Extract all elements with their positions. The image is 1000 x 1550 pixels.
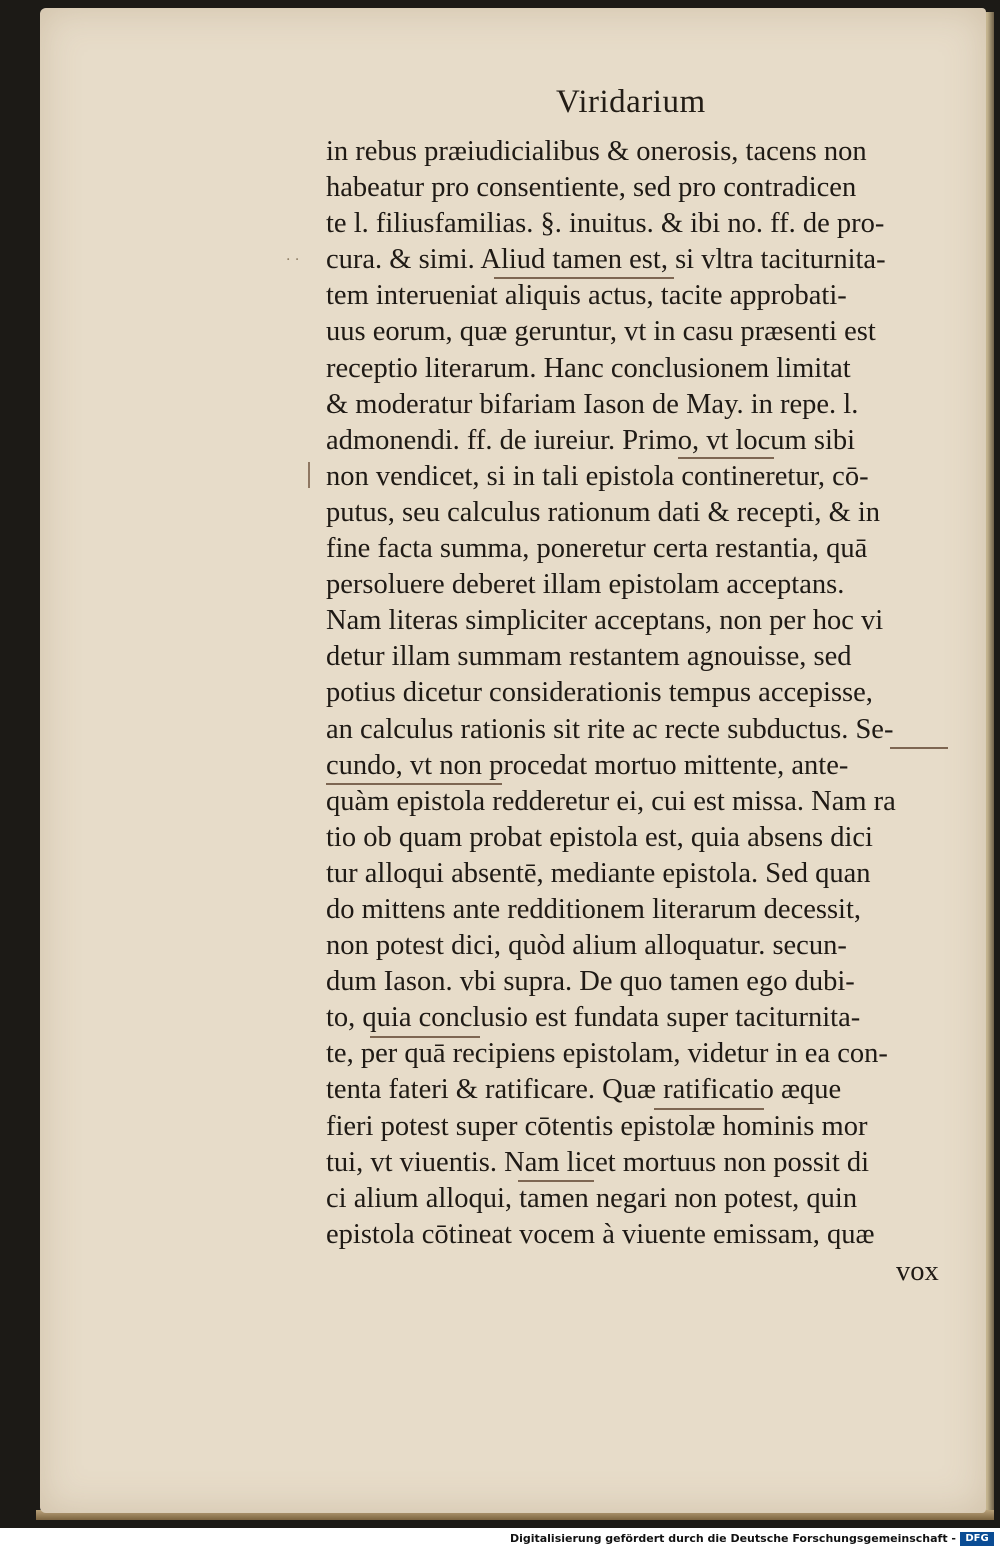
text-line: in rebus præiudicialibus & onerosis, tacens non bbox=[326, 136, 867, 167]
ink-underline bbox=[326, 783, 502, 785]
text-line: detur illam summam restantem agnouisse, sed bbox=[326, 641, 852, 673]
running-head: Viridarium bbox=[556, 84, 706, 120]
text-line: cura. & simi. Aliud tamen est, si vltra taciturnita- bbox=[326, 244, 886, 276]
ink-underline bbox=[678, 457, 774, 459]
funding-credit: Digitalisierung gefördert durch die Deutsche Forschungsgemeinschaft - bbox=[509, 1532, 956, 1545]
ink-underline bbox=[518, 1180, 594, 1182]
text-line: fieri potest super cōtentis epistolæ hominis mor bbox=[326, 1110, 868, 1142]
text-line: Nam literas simpliciter acceptans, non per hoc vi bbox=[326, 605, 884, 637]
text-line: an calculus rationis sit rite ac recte subductus. Se- bbox=[326, 713, 894, 745]
text-line: fine facta summa, poneretur certa restantia, quā bbox=[326, 533, 868, 565]
dfg-logo: DFG bbox=[960, 1532, 994, 1546]
ink-underline bbox=[890, 747, 948, 749]
text-line: tio ob quam probat epistola est, quia absens dici bbox=[326, 821, 873, 853]
text-line: potius dicetur considerationis tempus accepisse, bbox=[326, 677, 873, 709]
text-line: tenta fateri & ratificare. Quæ ratificatio æque bbox=[326, 1074, 842, 1106]
text-line: ci alium alloqui, tamen negari non potest, quin bbox=[326, 1182, 858, 1214]
text-line: non potest dici, quòd alium alloquatur. secun- bbox=[326, 930, 847, 962]
ink-underline bbox=[370, 1036, 480, 1038]
text-line: non vendicet, si in tali epistola contineretur, cō- bbox=[326, 460, 869, 492]
margin-dots: · · bbox=[286, 252, 300, 268]
text-line: te l. filiusfamilias. §. inuitus. & ibi no. ff. de pro- bbox=[326, 208, 885, 240]
text-line: admonendi. ff. de iureiur. Primo, vt locum sibi bbox=[326, 424, 856, 456]
text-line: tui, vt viuentis. Nam licet mortuus non possit di bbox=[326, 1146, 870, 1178]
text-line: dum Iason. vbi supra. De quo tamen ego dubi- bbox=[326, 966, 855, 998]
text-line: te, per quā recipiens epistolam, videtur in ea con- bbox=[326, 1038, 888, 1070]
catchword: vox bbox=[896, 1256, 939, 1287]
ink-underline bbox=[494, 277, 674, 279]
text-line: do mittens ante redditionem literarum decessit, bbox=[326, 893, 862, 925]
margin-mark bbox=[308, 462, 310, 488]
text-line: to, quia conclusio est fundata super taciturnita- bbox=[326, 1002, 861, 1034]
text-line: & moderatur bifariam Iason de May. in repe. l. bbox=[326, 388, 859, 420]
text-line: persoluere deberet illam epistolam acceptans. bbox=[326, 569, 845, 601]
text-line: habeatur pro consentiente, sed pro contradicen bbox=[326, 172, 857, 204]
text-line: epistola cōtineat vocem à viuente emissam, quæ bbox=[326, 1218, 875, 1250]
text-line: quàm epistola redderetur ei, cui est missa. Nam ra bbox=[326, 785, 896, 817]
ink-underline bbox=[654, 1108, 764, 1110]
text-line: uus eorum, quæ geruntur, vt in casu præsenti est bbox=[326, 316, 876, 348]
text-line: receptio literarum. Hanc conclusionem limitat bbox=[326, 352, 851, 384]
text-line: cundo, vt non procedat mortuo mittente, ante- bbox=[326, 749, 849, 781]
text-line: tur alloqui absentē, mediante epistola. Sed quan bbox=[326, 857, 871, 889]
text-line: putus, seu calculus rationum dati & recepti, & in bbox=[326, 496, 881, 528]
text-line: tem interueniat aliquis actus, tacite approbati- bbox=[326, 280, 847, 312]
body-text bbox=[326, 134, 948, 1253]
